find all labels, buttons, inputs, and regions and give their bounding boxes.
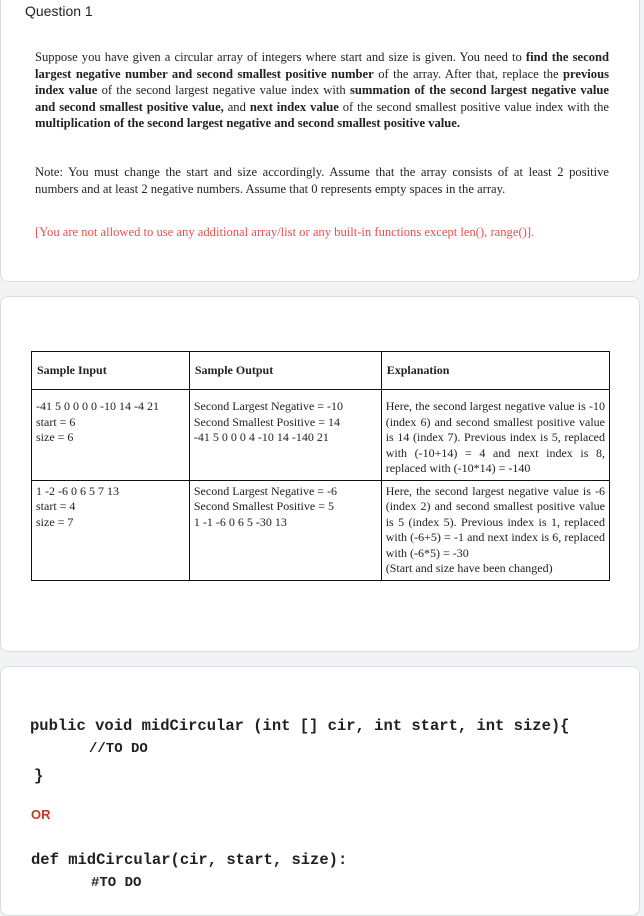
explanation-cell xyxy=(381,396,609,480)
sample-output-cell xyxy=(189,480,381,580)
header-explanation: Explanation xyxy=(381,352,609,390)
output-line: Second Smallest Positive = 14 xyxy=(193,414,340,429)
output-line: 1 -1 -6 0 6 5 -30 13 xyxy=(193,514,287,529)
emphasis-text: next index value xyxy=(249,99,339,114)
java-closing-brace: } xyxy=(34,767,44,785)
emphasis-text: previous index value xyxy=(35,66,610,97)
header-sample-input: Sample Input xyxy=(32,352,190,390)
explanation-text: (Start and size have been changed) xyxy=(385,561,553,575)
explanation-text: Here, the second largest negative value is -6 (index 2) and second smallest positive value is 5 (index 5). xyxy=(385,483,605,529)
python-signature: def midCircular(cir, start, size): xyxy=(31,851,348,869)
question-note: Note: You must change the start and size accordingly. Assume that the array consists of at least 2 positive numbers and at least 2 negative numbers. Assume that 0 represents empty spaces in the array. xyxy=(35,165,609,196)
input-line: size = 6 xyxy=(36,430,74,444)
table-row xyxy=(32,480,610,580)
output-line: Second Largest Negative = -6 xyxy=(193,483,338,498)
java-todo-comment: //TO DO xyxy=(89,741,148,757)
emphasis-text: find the second largest negative number and second smallest positive number xyxy=(35,50,610,81)
input-line: -41 5 0 0 0 0 -10 14 -4 21 xyxy=(36,399,159,413)
or-label: OR xyxy=(31,807,51,822)
body-text: Suppose you have given a circular array of integers where start and size is given. You need to xyxy=(35,50,526,64)
code-card xyxy=(0,666,640,916)
python-todo-comment: #TO DO xyxy=(91,875,142,891)
body-text: of the second largest negative value index with xyxy=(97,83,350,97)
explanation-text: Previous index is 5, replaced with (-10+14) = 4 and next index is 8, replaced with (-10*14) = -140 xyxy=(385,430,605,475)
question-card xyxy=(0,0,640,282)
sample-output-cell xyxy=(189,396,381,480)
output-line: -41 5 0 0 0 4 -10 14 -140 21 xyxy=(193,430,329,444)
sample-input-cell xyxy=(32,396,190,480)
explanation-text: Here, the second largest negative value is -10 (index 6) and second smallest positive value is 14 (index 7). xyxy=(385,399,605,444)
sample-input-cell xyxy=(32,480,190,580)
input-line: 1 -2 -6 0 6 5 7 13 xyxy=(36,483,119,498)
java-signature: public void midCircular (int [] cir, int start, int size){ xyxy=(30,717,570,735)
emphasis-text: multiplication of the second largest negative and second smallest positive value. xyxy=(35,116,461,130)
output-line: Second Smallest Positive = 5 xyxy=(193,499,334,513)
body-text: of the second smallest positive value index with the xyxy=(338,99,609,114)
question-title: Question 1 xyxy=(25,3,93,19)
explanation-cell xyxy=(381,480,609,580)
input-line: size = 7 xyxy=(36,514,74,529)
emphasis-text: summation of the second largest negative value and second smallest positive value, xyxy=(35,83,610,114)
input-line: start = 4 xyxy=(36,499,76,513)
input-line: start = 6 xyxy=(36,414,76,429)
body-text: of the array. After that, replace the xyxy=(373,66,564,81)
table-header-row xyxy=(32,352,610,390)
table-row xyxy=(32,396,610,480)
body-text: and xyxy=(223,99,250,114)
question-restriction: [You are not allowed to use any additional array/list or any built-in functions except len(), range()]. xyxy=(35,225,535,239)
sample-card xyxy=(0,296,640,652)
output-line: Second Largest Negative = -10 xyxy=(193,399,344,413)
explanation-text: Previous index is 1, replaced with (-6+5) = -1 and next index is 6, replaced with (-6*5) = -30 xyxy=(385,514,605,560)
header-sample-output: Sample Output xyxy=(189,352,381,390)
question-paragraph xyxy=(35,49,609,132)
sample-table xyxy=(31,351,610,581)
